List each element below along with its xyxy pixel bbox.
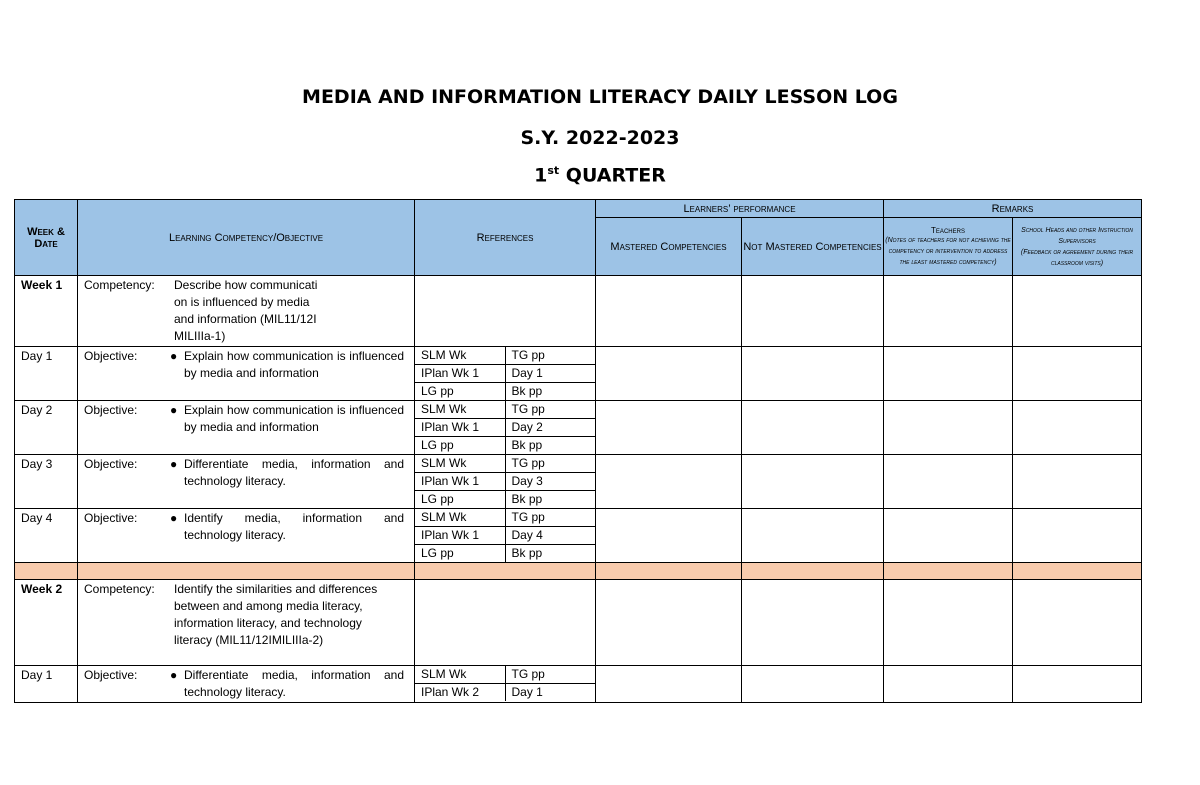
school-heads-remarks-cell	[1013, 401, 1142, 455]
ref-slm: SLM Wk	[415, 509, 505, 527]
bullet-icon: ●	[170, 457, 178, 471]
teachers-remarks-cell	[884, 401, 1013, 455]
header-mastered: Mastered Competencies	[596, 218, 742, 276]
ref-day: Day 2	[505, 419, 595, 437]
ref-tg: TG pp	[505, 509, 595, 527]
not-mastered-cell	[742, 401, 884, 455]
objective-label: Objective:	[84, 511, 138, 525]
separator-cell	[596, 563, 742, 580]
ref-day: Day 1	[511, 685, 543, 699]
ref-slm: SLM Wk	[415, 401, 505, 419]
objective-label: Objective:	[84, 403, 138, 417]
ref-iplan: IPlan Wk 1	[415, 527, 505, 545]
ref-iplan: IPlan Wk 2	[415, 684, 505, 702]
objective-cell	[78, 347, 415, 401]
not-mastered-cell	[742, 347, 884, 401]
ref-slm: SLM Wk	[415, 666, 505, 684]
ref-tg: TG pp	[505, 347, 595, 365]
ref-day: Day 3	[505, 473, 595, 491]
bullet-icon: ●	[170, 403, 178, 417]
table-row	[15, 509, 1142, 563]
separator-cell	[78, 563, 415, 580]
week-cell: Week 1	[15, 276, 78, 347]
header-school-heads-note: (Feedback or agreement during their classroom visits)	[1020, 248, 1134, 267]
school-heads-remarks-cell	[1013, 580, 1142, 666]
ref-lg: LG pp	[415, 491, 505, 509]
ref-bk: Bk pp	[511, 546, 543, 560]
mastered-cell	[596, 347, 742, 401]
mastered-cell	[596, 580, 742, 666]
school-heads-remarks-cell	[1013, 666, 1142, 703]
separator-cell	[415, 563, 596, 580]
competency-label: Competency:	[84, 278, 155, 292]
header-teachers-title: Teachers	[931, 225, 965, 235]
header-school-heads	[1013, 218, 1142, 276]
day-cell: Day 1	[15, 666, 78, 703]
objective-text: Explain how communication is influenced by media and information	[184, 403, 404, 434]
competency-text: Identify the similarities and differences between and among media literacy, information literacy, and technology literacy (MIL11/12IMILIIIa-2)	[174, 582, 378, 647]
ref-bk: Bk pp	[511, 384, 543, 398]
day-cell: Day 2	[15, 401, 78, 455]
teachers-remarks-cell	[884, 580, 1013, 666]
header-teachers	[884, 218, 1013, 276]
day-cell: Day 3	[15, 455, 78, 509]
mastered-cell	[596, 455, 742, 509]
ref-bk: Bk pp	[511, 492, 543, 506]
header-week-date: Week & Date	[15, 200, 78, 276]
school-year: S.Y. 2022-2023	[520, 127, 680, 149]
reference-cell	[415, 276, 596, 347]
header-not-mastered: Not Mastered Competencies	[742, 218, 884, 276]
ref-iplan: IPlan Wk 1	[415, 473, 505, 491]
teachers-remarks-cell	[884, 455, 1013, 509]
mastered-cell	[596, 666, 742, 703]
day-cell: Day 1	[15, 347, 78, 401]
ref-tg: TG pp	[505, 401, 595, 419]
separator-cell	[15, 563, 78, 580]
reference-cell	[415, 580, 596, 666]
school-heads-remarks-cell	[1013, 347, 1142, 401]
mastered-cell	[596, 276, 742, 347]
ref-bk: Bk pp	[511, 438, 543, 452]
header-learners-performance: Learners’ performance	[596, 200, 884, 218]
objective-cell	[78, 401, 415, 455]
bullet-icon: ●	[170, 511, 178, 525]
table-row	[15, 666, 1142, 703]
header-competency: Learning Competency/Objective	[78, 200, 415, 276]
teachers-remarks-cell	[884, 276, 1013, 347]
reference-cell	[415, 509, 596, 563]
ref-lg: LG pp	[415, 545, 505, 563]
separator-cell	[742, 563, 884, 580]
objective-text: Differentiate media, information and technology literacy.	[184, 668, 404, 699]
table-row	[15, 347, 1142, 401]
objective-text: Explain how communication is influenced by media and information	[184, 349, 404, 380]
ref-slm: SLM Wk	[415, 455, 505, 473]
ref-lg: LG pp	[415, 383, 505, 401]
teachers-remarks-cell	[884, 347, 1013, 401]
reference-cell	[415, 401, 596, 455]
reference-cell	[415, 455, 596, 509]
mastered-cell	[596, 401, 742, 455]
objective-label: Objective:	[84, 668, 138, 682]
quarter-heading	[0, 164, 1200, 186]
bullet-icon: ●	[170, 349, 178, 363]
separator-cell	[1013, 563, 1142, 580]
ref-slm: SLM Wk	[415, 347, 505, 365]
not-mastered-cell	[742, 455, 884, 509]
document-title: MEDIA AND INFORMATION LITERACY DAILY LESSON LOG	[302, 86, 898, 108]
school-heads-remarks-cell	[1013, 455, 1142, 509]
objective-text: Identify media, information and technology literacy.	[184, 511, 404, 542]
teachers-remarks-cell	[884, 666, 1013, 703]
header-references: References	[415, 200, 596, 276]
teachers-remarks-cell	[884, 509, 1013, 563]
ref-lg: LG pp	[415, 437, 505, 455]
school-heads-remarks-cell	[1013, 509, 1142, 563]
lesson-log-table	[14, 199, 1142, 703]
competency-text: Describe how communication is influenced by media and information (MIL11/12IMILIIIa-1)	[174, 278, 318, 343]
reference-cell	[415, 666, 596, 703]
bullet-icon: ●	[170, 668, 178, 682]
week-cell: Week 2	[15, 580, 78, 666]
ref-day: Day 1	[505, 365, 595, 383]
competency-label: Competency:	[84, 582, 155, 596]
objective-label: Objective:	[84, 457, 138, 471]
not-mastered-cell	[742, 666, 884, 703]
header-teachers-note: (Notes of teachers for not achieving the competency or intervention to address the least mastered competency)	[885, 236, 1011, 266]
table-row	[15, 276, 1142, 347]
objective-cell	[78, 509, 415, 563]
ref-iplan: IPlan Wk 1	[415, 419, 505, 437]
school-heads-remarks-cell	[1013, 276, 1142, 347]
table-row	[15, 455, 1142, 509]
not-mastered-cell	[742, 509, 884, 563]
header-remarks: Remarks	[884, 200, 1142, 218]
quarter-word: QUARTER	[559, 164, 666, 187]
objective-label: Objective:	[84, 349, 138, 363]
header-school-heads-title: School Heads and other Instruction Supervisors	[1021, 226, 1133, 245]
table-row	[15, 401, 1142, 455]
competency-cell	[78, 276, 415, 347]
table-row	[15, 580, 1142, 666]
ref-tg: TG pp	[505, 455, 595, 473]
not-mastered-cell	[742, 276, 884, 347]
day-cell: Day 4	[15, 509, 78, 563]
separator-cell	[884, 563, 1013, 580]
mastered-cell	[596, 509, 742, 563]
ref-day: Day 4	[505, 527, 595, 545]
objective-text: Differentiate media, information and technology literacy.	[184, 457, 404, 488]
not-mastered-cell	[742, 580, 884, 666]
ref-iplan: IPlan Wk 1	[415, 365, 505, 383]
objective-cell	[78, 455, 415, 509]
ref-tg: TG pp	[505, 666, 595, 684]
objective-cell	[78, 666, 415, 703]
quarter-number: 1	[534, 164, 548, 187]
competency-cell	[78, 580, 415, 666]
quarter-suffix: st	[547, 164, 560, 177]
reference-cell	[415, 347, 596, 401]
week-separator-row	[15, 563, 1142, 580]
